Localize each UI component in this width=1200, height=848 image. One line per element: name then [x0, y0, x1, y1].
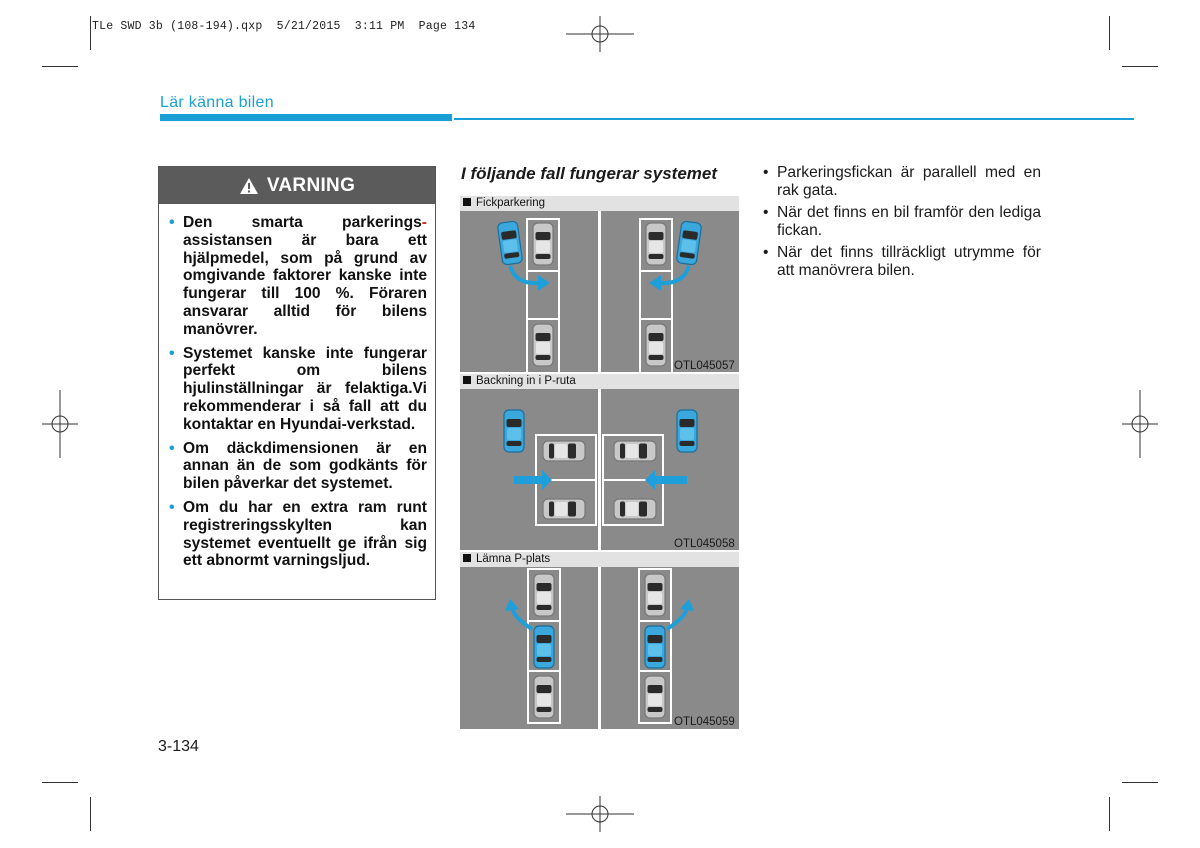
square-bullet-icon [463, 198, 471, 206]
condition-item: • När det finns tillräckligt utrymme för att manövrera bilen. [763, 244, 1041, 279]
warning-item: • Systemet kanske inte fungerar perfekt om bilens hjulinställningar är felaktiga.Vi rekommenderar i så fall att du kontaktar en Hyundai-verkstad. [167, 345, 427, 434]
square-bullet-icon [463, 554, 471, 562]
condition-item: • När det finns en bil framför den lediga fickan. [763, 204, 1041, 239]
exit-right-scene [601, 567, 739, 729]
figure-caption: Backning in i P-ruta [460, 374, 739, 389]
condition-list [763, 164, 1041, 284]
section-title: Lär känna bilen [160, 94, 274, 111]
warning-list [159, 204, 435, 570]
warning-box [158, 166, 436, 600]
registration-mark-top [566, 16, 634, 52]
registration-mark-right [1122, 390, 1158, 458]
page-number: 3-134 [158, 738, 199, 755]
warning-item: • Den smarta parkerings- assistansen är bara ett hjälpmedel, som på grund av omgivande faktorer kanske inte fungerar till 100 %. Föraren ansvarar alltid för bilens manövrer. [167, 214, 427, 339]
illustration-exit-left [460, 567, 598, 729]
warning-title: VARNING [266, 174, 356, 196]
illustration-parallel-left [460, 211, 598, 372]
crop-mark [42, 66, 78, 67]
figure-caption: Fickparkering [460, 196, 739, 211]
exit-left-scene [460, 567, 598, 729]
crop-mark [90, 16, 91, 50]
print-header: TLe SWD 3b (108-194).qxp 5/21/2015 3:11 PM Page 134 [92, 20, 476, 33]
illustration-perpendicular-right [601, 389, 739, 550]
figure-code: OTL045059 [674, 716, 735, 728]
crop-mark [1122, 66, 1158, 67]
registration-mark-bottom [566, 796, 634, 832]
parallel-right-scene [601, 211, 739, 372]
square-bullet-icon [463, 376, 471, 384]
crop-mark [90, 797, 91, 831]
perp-right-scene [601, 389, 739, 550]
section-rule-thin [454, 118, 1134, 120]
crop-mark [1109, 16, 1110, 50]
condition-item: • Parkeringsfickan är parallell med en rak gata. [763, 164, 1041, 199]
warning-header [159, 167, 435, 204]
figure-code: OTL045057 [674, 360, 735, 372]
warning-item: • Om du har en extra ram runt registreringsskylten kan systemet eventuellt ge ifrån sig ett abnormt varningsljud. [167, 499, 427, 570]
illustration-perpendicular-left [460, 389, 598, 550]
crop-mark [1109, 797, 1110, 831]
warning-triangle-icon [239, 177, 259, 195]
crop-mark [42, 782, 78, 783]
section-rule [160, 114, 452, 121]
perp-left-scene [460, 389, 598, 550]
illustration-parallel-right [601, 211, 739, 372]
figure-caption: Lämna P-plats [460, 552, 739, 567]
registration-mark-left [42, 390, 78, 458]
illustration-exit-right [601, 567, 739, 729]
warning-item: • Om däckdimensionen är en annan än de som godkänts för bilen påverkar det systemet. [167, 440, 427, 493]
crop-mark [1122, 782, 1158, 783]
figure-code: OTL045058 [674, 538, 735, 550]
figure-heading: I följande fall fungerar systemet [461, 164, 718, 183]
parallel-left-scene [460, 211, 598, 372]
